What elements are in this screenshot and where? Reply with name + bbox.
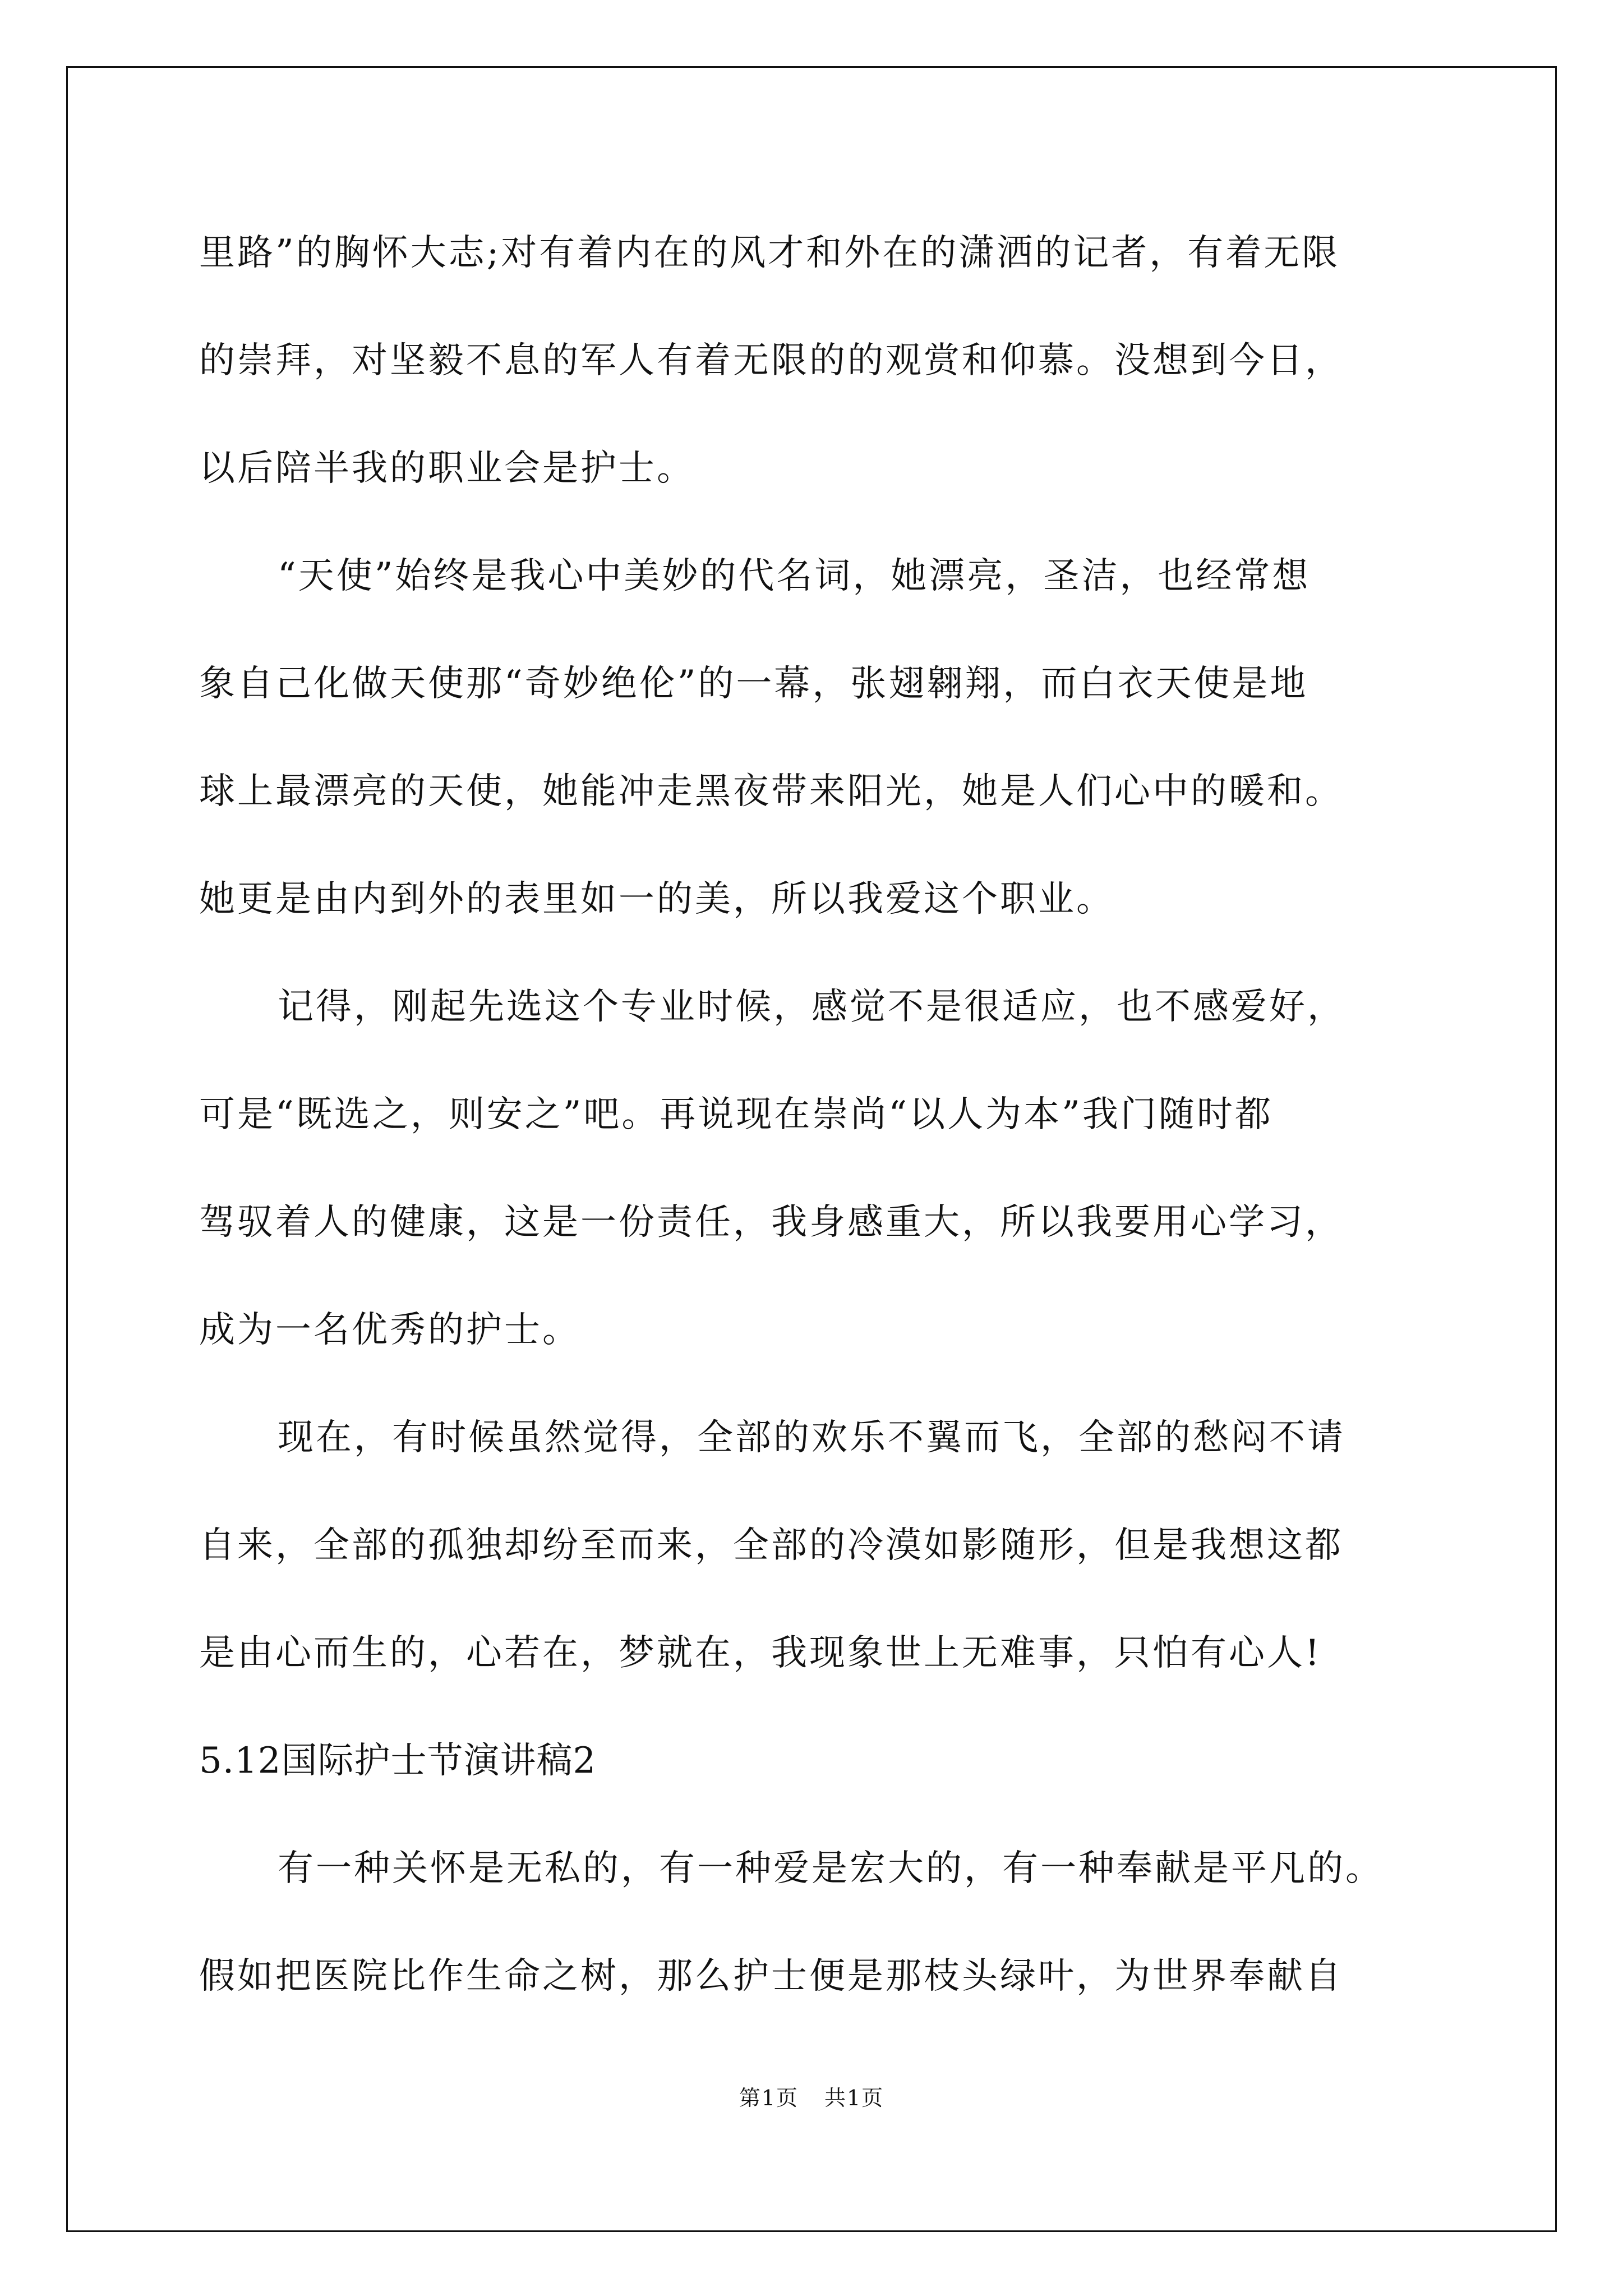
text-line: 驾驭着人的健康，这是一份责任，我身感重大，所以我要用心学习， (199, 1202, 1343, 1243)
section-heading: 5.12国际护士节演讲稿2 (199, 1740, 597, 1782)
text-line: 假如把医院比作生命之树，那么护士便是那枝头绿叶，为世界奉献自 (199, 1955, 1343, 1997)
paragraph-start-line: 有一种关怀是无私的，有一种爱是宏大的，有一种奉献是平凡的。 (278, 1848, 1384, 1889)
text-line: 象自己化做天使那“奇妙绝伦”的一幕，张翅翱翔，而白衣天使是地 (199, 663, 1308, 705)
text-line: 成为一名优秀的护士。 (199, 1309, 580, 1351)
page-number: 第1页 (739, 2086, 799, 2110)
text-line: 的崇拜，对坚毅不息的军人有着无限的的观赏和仰慕。没想到今日， (199, 340, 1343, 381)
text-line: 里路”的胸怀大志;对有着内在的风才和外在的潇洒的记者，有着无限 (199, 232, 1340, 274)
text-line: 可是“既选之，则安之”吧。再说现在崇尚“以人为本”我门随时都 (199, 1094, 1273, 1135)
text-line: 是由心而生的，心若在，梦就在，我现象世上无难事，只怕有心人! (199, 1632, 1322, 1674)
text-line: 她更是由内到外的表里如一的美，所以我爱这个职业。 (199, 878, 1114, 920)
paragraph-start-line: “天使”始终是我心中美妙的代名词，她漂亮，圣洁，也经常想 (278, 555, 1311, 597)
paragraph-start-line: 现在，有时候虽然觉得，全部的欢乐不翼而飞，全部的愁闷不请 (278, 1417, 1345, 1458)
text-line: 以后陪半我的职业会是护士。 (199, 448, 695, 489)
document-body (199, 199, 1438, 2030)
page-footer (0, 2081, 1623, 2115)
text-line: 球上最漂亮的天使，她能冲走黑夜带来阳光，她是人们心中的暖和。 (199, 771, 1343, 812)
text-line: 自来，全部的孤独却纷至而来，全部的冷漠如影随形，但是我想这都 (199, 1525, 1343, 1566)
paragraph-start-line: 记得，刚起先选这个专业时候，感觉不是很适应，也不感爱好， (278, 986, 1345, 1028)
page-total: 共1页 (824, 2086, 884, 2110)
